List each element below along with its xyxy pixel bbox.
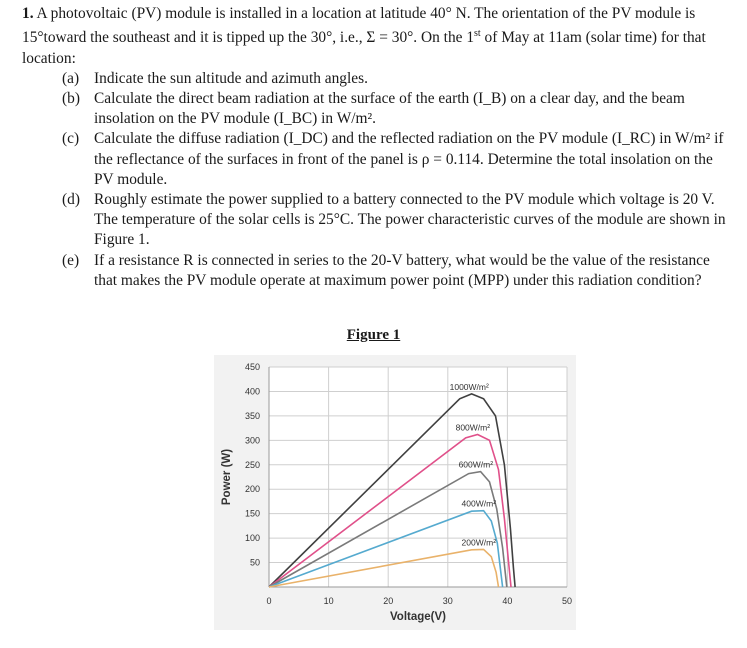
x-tick-label: 20 — [383, 596, 394, 606]
power-voltage-chart — [214, 355, 576, 630]
sub-question-text: If a resistance R is connected in series to the 20-V battery, what would be the value of the resistance that makes the PV module operate at maximum power point (MPP) under this radiation condition? — [94, 251, 710, 289]
sub-question-text: Calculate the direct beam radiation at the surface of the earth (I_B) on a clear day, and the beam insolation on the PV module (I_BC) in W/m². — [94, 89, 685, 128]
x-axis-label: Voltage(V) — [389, 611, 447, 623]
chart-svg — [214, 355, 576, 630]
sub-question-text: Roughly estimate the power supplied to a battery connected to the PV module which voltage is 20 V. The temperature of the solar cells is 25°C. The power characteristic curves of the module are shown in Figure 1. — [94, 190, 726, 249]
sub-question-c — [22, 129, 734, 190]
series-label: 200W/m² — [461, 537, 497, 548]
y-tick-label: 200 — [244, 484, 260, 495]
x-tick-label: 0 — [266, 596, 272, 606]
y-tick-label: 150 — [244, 508, 260, 519]
sub-question-b — [22, 89, 734, 129]
sub-question-list — [22, 69, 734, 291]
x-tick-label: 30 — [442, 596, 453, 606]
y-tick-label: 50 — [249, 557, 260, 568]
x-tick-label: 40 — [502, 596, 513, 606]
y-tick-label: 300 — [244, 435, 260, 446]
series-label: 1000W/m² — [449, 381, 489, 392]
problem-text — [22, 4, 734, 291]
x-tick-label: 10 — [323, 596, 334, 606]
x-tick-label: 50 — [561, 596, 573, 606]
sub-question-label: (c) — [62, 130, 80, 148]
intro-superscript: st — [474, 28, 481, 40]
intro-text: A photovoltaic (PV) module is installed in a location at latitude 40° N. The orientation of the PV module is 15°toward the southeast and it is tipped up the 30°, i.e., Σ = 30°. On the 1 — [22, 5, 696, 47]
series-label: 600W/m² — [458, 459, 494, 470]
y-tick-label: 250 — [244, 459, 260, 470]
y-tick-label: 450 — [244, 362, 260, 372]
sub-question-label: (a) — [62, 69, 80, 87]
series-label: 800W/m² — [455, 422, 491, 433]
y-axis-label: Power (W) — [221, 448, 233, 506]
sub-question-label: (b) — [62, 89, 80, 107]
sub-question-label: (e) — [62, 251, 80, 269]
y-tick-label: 400 — [244, 386, 260, 397]
sub-question-a — [22, 69, 734, 89]
figure-title: Figure 1 — [346, 327, 401, 343]
problem-intro — [22, 4, 734, 69]
y-tick-label: 100 — [244, 533, 260, 544]
series-label: 400W/m² — [461, 498, 497, 509]
intro-text-end: of May at 11am (solar time) for that location: — [22, 29, 706, 67]
sub-question-text: Indicate the sun altitude and azimuth angles. — [94, 69, 368, 87]
sub-question-text: Calculate the diffuse radiation (I_DC) and the reflected radiation on the PV module (I_RC) in W/m² if the reflectance of the surfaces in front of the panel is ρ = 0.114. Determine the total insolation on the PV module. — [94, 130, 724, 188]
sub-question-e — [22, 251, 734, 291]
y-tick-label: 350 — [244, 410, 260, 421]
sub-question-label: (d) — [62, 190, 80, 208]
problem-number: 1. — [22, 5, 34, 22]
sub-question-d — [22, 190, 734, 251]
